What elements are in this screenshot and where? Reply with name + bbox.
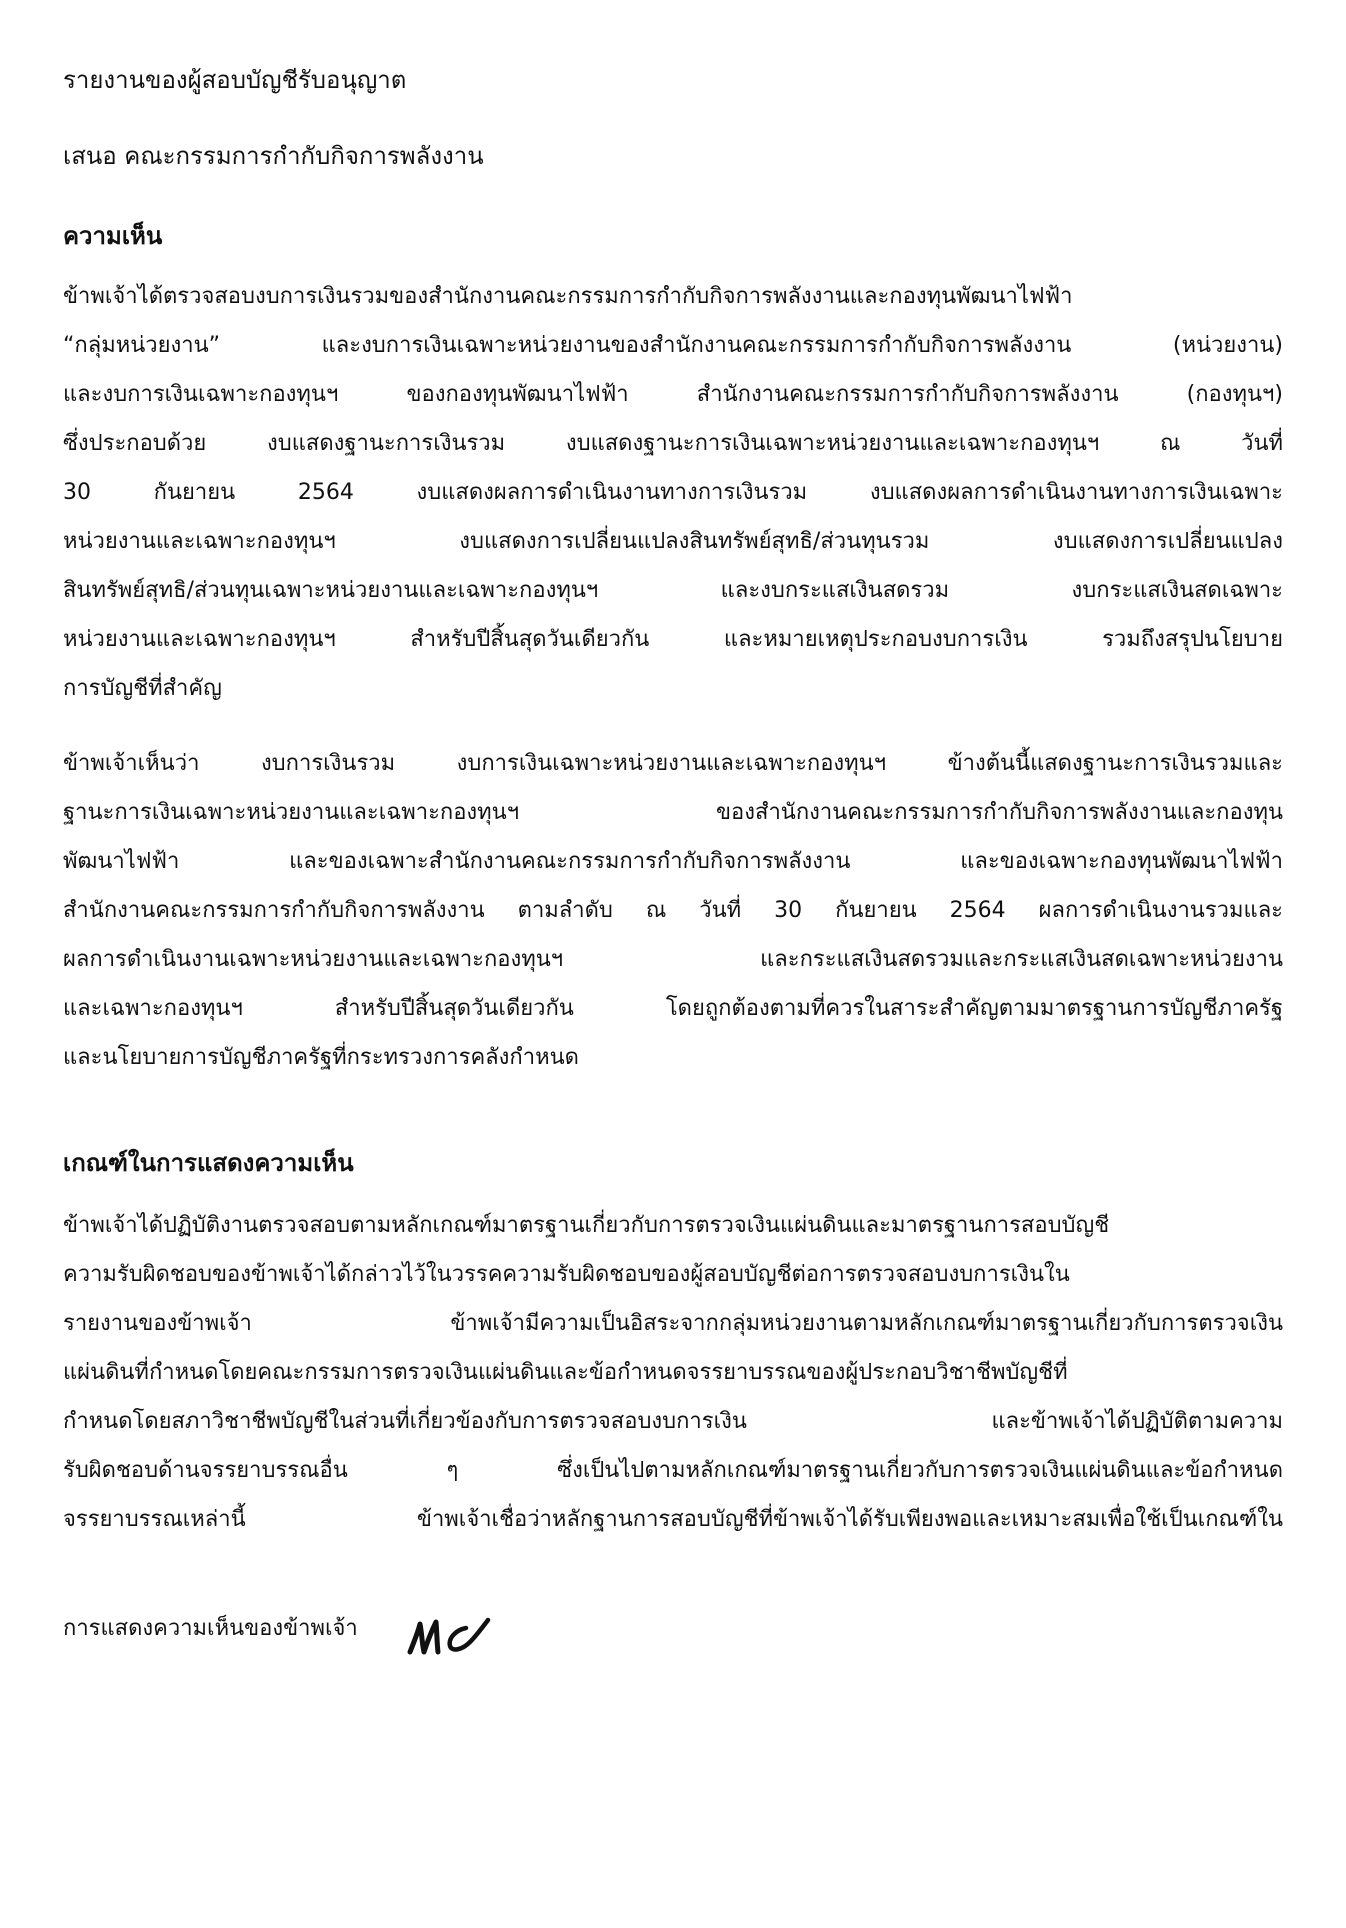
paragraph-line: ฐานะการเงินเฉพาะหน่วยงานและเฉพาะกองทุนฯ ของสำนักงานคณะกรรมการกำกับกิจการพลังงานและกองทุน <box>63 800 1283 825</box>
paragraph-line: สำนักงานคณะกรรมการกำกับกิจการพลังงาน ตามลำดับ ณ วันที่ 30 กันยายน 2564 ผลการดำเนินงานรวมและ <box>63 898 1283 923</box>
paragraph-line: และเฉพาะกองทุนฯ สำหรับปีสิ้นสุดวันเดียวกัน โดยถูกต้องตามที่ควรในสาระสำคัญตามมาตรฐานการบัญชีภาครัฐ <box>63 996 1283 1021</box>
section-heading-opinion: ความเห็น <box>63 222 163 250</box>
paragraph-line: และนโยบายการบัญชีภาครัฐที่กระทรวงการคลังกำหนด <box>63 1045 579 1070</box>
paragraph-line: หน่วยงานและเฉพาะกองทุนฯ งบแสดงการเปลี่ยนแปลงสินทรัพย์สุทธิ/ส่วนทุนรวม งบแสดงการเปลี่ยนแปลง <box>63 529 1283 554</box>
paragraph-line: ผลการดำเนินงานเฉพาะหน่วยงานและเฉพาะกองทุนฯ และกระแสเงินสดรวมและกระแสเงินสดเฉพาะหน่วยงาน <box>63 947 1283 972</box>
paragraph-line: ความรับผิดชอบของข้าพเจ้าได้กล่าวไว้ในวรรคความรับผิดชอบของผู้สอบบัญชีต่อการตรวจสอบงบการเงินใน <box>63 1262 1070 1287</box>
paragraph-line: ซึ่งประกอบด้วย งบแสดงฐานะการเงินรวม งบแสดงฐานะการเงินเฉพาะหน่วยงานและเฉพาะกองทุนฯ ณ วันที่ <box>63 431 1283 456</box>
paragraph-line: การแสดงความเห็นของข้าพเจ้า <box>63 1616 358 1641</box>
paragraph-line: การบัญชีที่สำคัญ <box>63 676 222 701</box>
paragraph-line: รายงานของข้าพเจ้า ข้าพเจ้ามีความเป็นอิสระจากกลุ่มหน่วยงานตามหลักเกณฑ์มาตรฐานเกี่ยวกับการตรวจเงิน <box>63 1311 1283 1336</box>
paragraph-line: รับผิดชอบด้านจรรยาบรรณอื่น ๆ ซึ่งเป็นไปตามหลักเกณฑ์มาตรฐานเกี่ยวกับการตรวจเงินแผ่นดินและข้อกำหนด <box>63 1458 1283 1483</box>
handwritten-initials-icon <box>406 1612 492 1660</box>
paragraph-line: แผ่นดินที่กำหนดโดยคณะกรรมการตรวจเงินแผ่นดินและข้อกำหนดจรรยาบรรณของผู้ประกอบวิชาชีพบัญชีที่ <box>63 1360 1068 1385</box>
report-title: รายงานของผู้สอบบัญชีรับอนุญาต <box>63 66 407 94</box>
paragraph-line: “กลุ่มหน่วยงาน” และงบการเงินเฉพาะหน่วยงานของสำนักงานคณะกรรมการกำกับกิจการพลังงาน (หน่วยงาน) <box>63 333 1283 358</box>
paragraph-line: ข้าพเจ้าได้ตรวจสอบงบการเงินรวมของสำนักงานคณะกรรมการกำกับกิจการพลังงานและกองทุนพัฒนาไฟฟ้า <box>63 284 1073 309</box>
paragraph-line: กำหนดโดยสภาวิชาชีพบัญชีในส่วนที่เกี่ยวข้องกับการตรวจสอบงบการเงิน และข้าพเจ้าได้ปฏิบัติตามความ <box>63 1409 1283 1434</box>
addressee-line: เสนอ คณะกรรมการกำกับกิจการพลังงาน <box>63 142 484 170</box>
paragraph-line: สินทรัพย์สุทธิ/ส่วนทุนเฉพาะหน่วยงานและเฉพาะกองทุนฯ และงบกระแสเงินสดรวม งบกระแสเงินสดเฉพาะ <box>63 578 1283 603</box>
paragraph-line: ข้าพเจ้าได้ปฏิบัติงานตรวจสอบตามหลักเกณฑ์มาตรฐานเกี่ยวกับการตรวจเงินแผ่นดินและมาตรฐานการสอบบัญชี <box>63 1213 1110 1238</box>
paragraph-line: 30 กันยายน 2564 งบแสดงผลการดำเนินงานทางการเงินรวม งบแสดงผลการดำเนินงานทางการเงินเฉพาะ <box>63 480 1283 505</box>
paragraph-line: หน่วยงานและเฉพาะกองทุนฯ สำหรับปีสิ้นสุดวันเดียวกัน และหมายเหตุประกอบงบการเงิน รวมถึงสรุปนโยบาย <box>63 627 1283 652</box>
section-heading-basis-for-opinion: เกณฑ์ในการแสดงความเห็น <box>63 1149 354 1177</box>
paragraph-line: ข้าพเจ้าเห็นว่า งบการเงินรวม งบการเงินเฉพาะหน่วยงานและเฉพาะกองทุนฯ ข้างต้นนี้แสดงฐานะการเงินรวมและ <box>63 751 1283 776</box>
paragraph-line: จรรยาบรรณเหล่านี้ ข้าพเจ้าเชื่อว่าหลักฐานการสอบบัญชีที่ข้าพเจ้าได้รับเพียงพอและเหมาะสมเพื่อใช้เป็นเกณฑ์ใน <box>63 1507 1283 1532</box>
paragraph-line: พัฒนาไฟฟ้า และของเฉพาะสำนักงานคณะกรรมการกำกับกิจการพลังงาน และของเฉพาะกองทุนพัฒนาไฟฟ้า <box>63 849 1283 874</box>
paragraph-line: และงบการเงินเฉพาะกองทุนฯ ของกองทุนพัฒนาไฟฟ้า สำนักงานคณะกรรมการกำกับกิจการพลังงาน (กองทุนฯ) <box>63 382 1283 407</box>
